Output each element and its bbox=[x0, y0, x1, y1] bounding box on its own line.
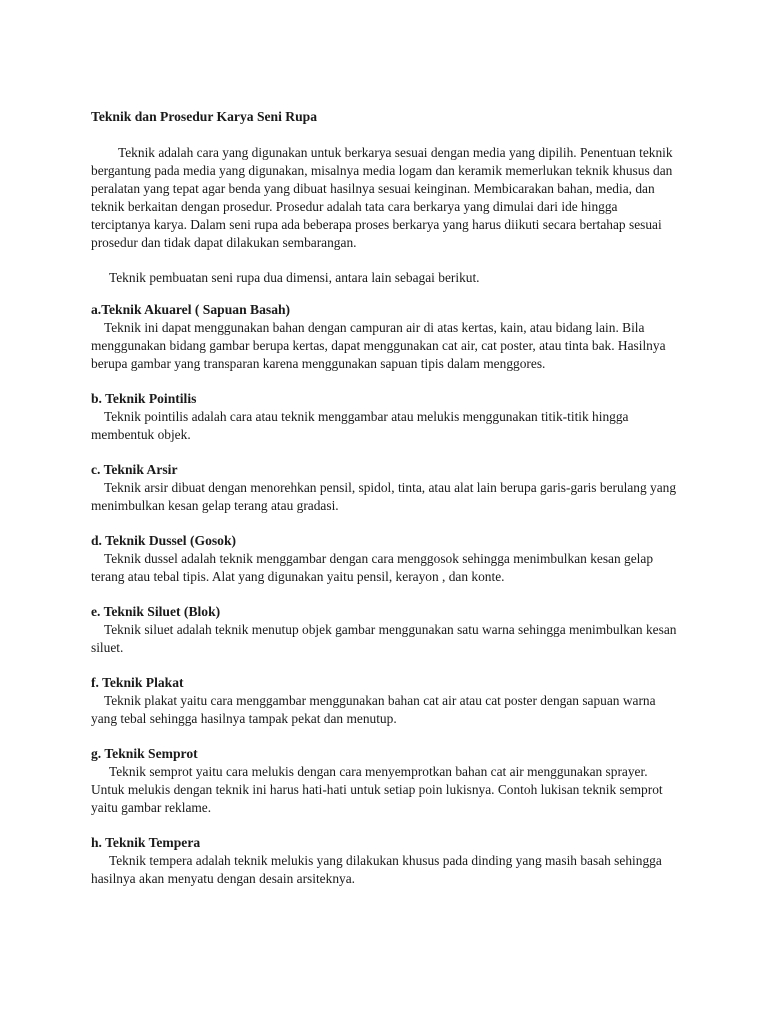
section-akuarel bbox=[91, 301, 677, 373]
section-arsir bbox=[91, 461, 677, 515]
section-body: Teknik tempera adalah teknik melukis yang dilakukan khusus pada dinding yang masih basah sehingga hasilnya akan menyatu dengan desain arsiteknya. bbox=[91, 853, 662, 886]
section-heading: g. Teknik Semprot bbox=[91, 746, 198, 761]
section-body: Teknik dussel adalah teknik menggambar dengan cara menggosok sehingga menimbulkan kesan gelap terang atau tebal tipis. Alat yang digunakan yaitu pensil, kerayon , dan konte. bbox=[91, 551, 654, 584]
document-body bbox=[91, 108, 677, 905]
section-body: Teknik semprot yaitu cara melukis dengan cara menyemprotkan bahan cat air menggunakan sprayer. Untuk melukis dengan teknik ini harus hati-hati untuk setiap poin lukisnya. Contoh lukisan teknik semprot yaitu gambar reklame. bbox=[91, 764, 663, 815]
section-tempera bbox=[91, 834, 677, 888]
section-heading: b. Teknik Pointilis bbox=[91, 391, 197, 406]
intro-paragraph: Teknik adalah cara yang digunakan untuk berkarya sesuai dengan media yang dipilih. Penentuan teknik bergantung pada media yang digunakan, misalnya media logam dan keramik memerlukan teknik khusus dan peralatan yang tepat agar benda yang dibuat hasilnya sesuai keinginan. Membicarakan bahan, media, dan teknik berkaitan dengan prosedur. Prosedur adalah tata cara berkarya yang dimulai dari ide hingga terciptanya karya. Dalam seni rupa ada beberapa proses berkarya yang harus diikuti secara bertahap sesuai prosedur dan tidak dapat dilakukan sembarangan. bbox=[91, 145, 673, 250]
section-heading: d. Teknik Dussel (Gosok) bbox=[91, 533, 237, 548]
section-heading: a.Teknik Akuarel ( Sapuan Basah) bbox=[91, 302, 291, 317]
section-dussel bbox=[91, 532, 677, 586]
section-body: Teknik siluet adalah teknik menutup objek gambar menggunakan satu warna sehingga menimbulkan kesan siluet. bbox=[91, 622, 677, 655]
section-heading: h. Teknik Tempera bbox=[91, 835, 201, 850]
section-heading: f. Teknik Plakat bbox=[91, 675, 184, 690]
section-body: Teknik arsir dibuat dengan menorehkan pensil, spidol, tinta, atau alat lain berupa garis-garis berulang yang menimbulkan kesan gelap terang atau gradasi. bbox=[91, 480, 677, 513]
section-heading: c. Teknik Arsir bbox=[91, 462, 178, 477]
section-body: Teknik ini dapat menggunakan bahan dengan campuran air di atas kertas, kain, atau bidang lain. Bila menggunakan bidang gambar berupa kertas, dapat menggunakan cat air, cat poster, atau tinta bak. Hasilnya berupa gambar yang transparan karena menggunakan sapuan tipis dalam menggores. bbox=[91, 320, 666, 371]
section-body: Teknik plakat yaitu cara menggambar menggunakan bahan cat air atau cat poster dengan sapuan warna yang tebal sehingga hasilnya tampak pekat dan menutup. bbox=[91, 693, 656, 726]
section-body: Teknik pointilis adalah cara atau teknik menggambar atau melukis menggunakan titik-titik hingga membentuk objek. bbox=[91, 409, 629, 442]
lead-paragraph: Teknik pembuatan seni rupa dua dimensi, antara lain sebagai berikut. bbox=[109, 270, 480, 285]
document-title: Teknik dan Prosedur Karya Seni Rupa bbox=[91, 109, 318, 124]
section-pointilis bbox=[91, 390, 677, 444]
section-siluet bbox=[91, 603, 677, 657]
section-semprot bbox=[91, 745, 677, 817]
section-heading: e. Teknik Siluet (Blok) bbox=[91, 604, 221, 619]
section-plakat bbox=[91, 674, 677, 728]
